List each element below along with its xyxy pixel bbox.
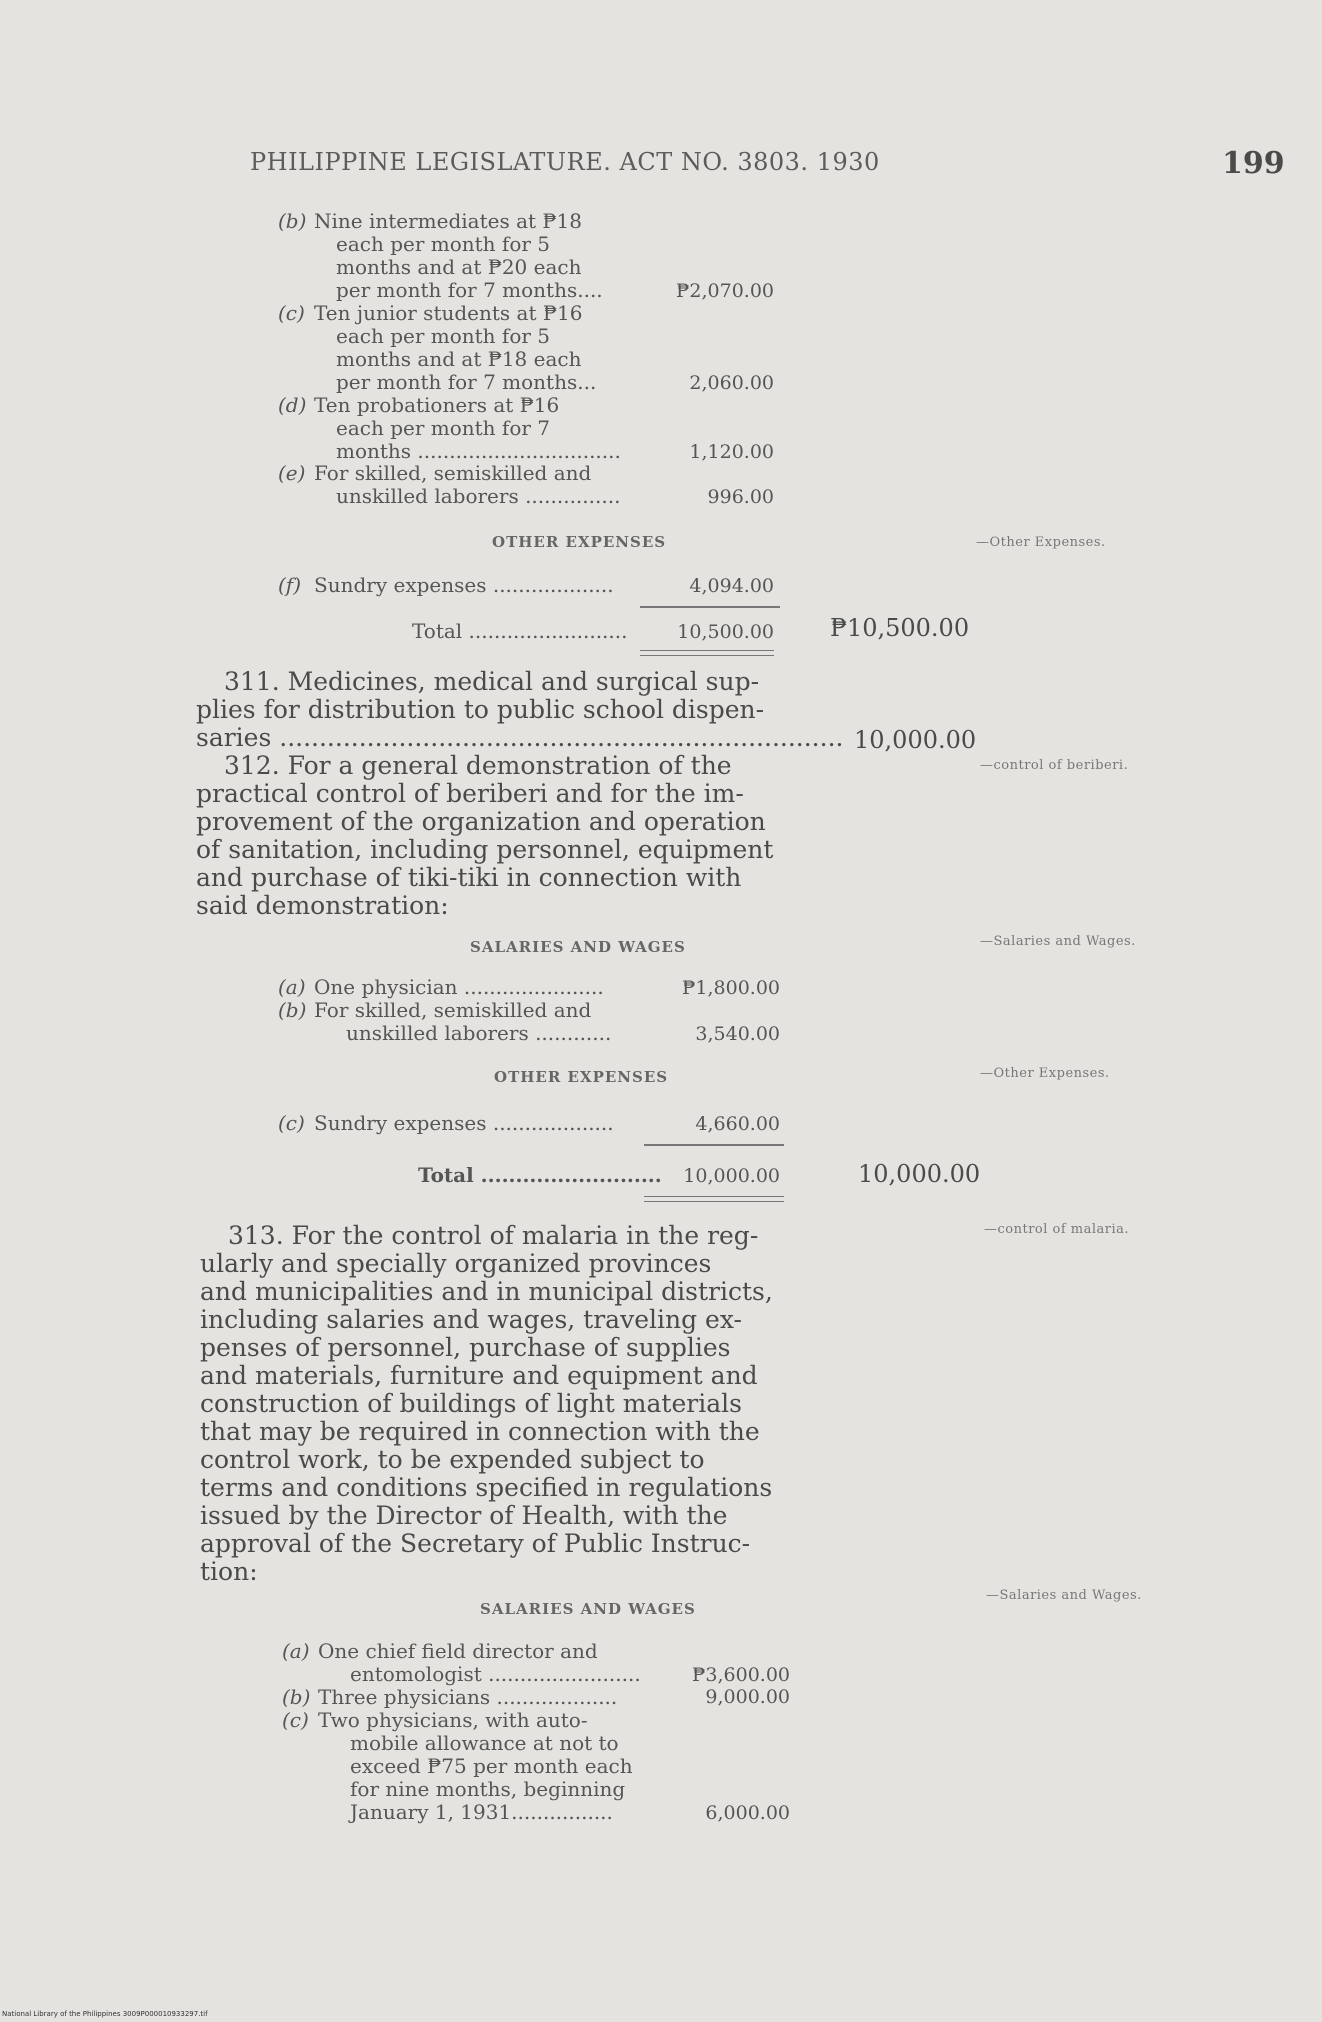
section-313-line: and materials, furniture and equipment and	[200, 1361, 758, 1390]
double-rule	[640, 650, 774, 656]
margin-note: —Salaries and Wages.	[986, 1588, 1142, 1603]
item-313-c: (c) Two physicians, with auto-	[282, 1708, 588, 1732]
grand-total: ₱10,500.00	[830, 614, 970, 642]
item-312-b: (b) For skilled, semiskilled and	[278, 998, 592, 1022]
item-line: per month for 7 months....	[336, 278, 603, 302]
section-heading: SALARIES AND WAGES	[470, 938, 686, 956]
item-amount: 2,060.00	[689, 372, 774, 394]
item-line: per month for 7 months...	[336, 370, 597, 394]
item-313-b: (b) Three physicians ...................	[282, 1685, 618, 1709]
section-313-line: terms and conditions specified in regulations	[200, 1473, 773, 1502]
section-313-line: issued by the Director of Health, with the	[200, 1501, 728, 1530]
margin-note: —Other Expenses.	[980, 1066, 1110, 1081]
section-312-line: said demonstration:	[196, 891, 449, 920]
scan-footer: National Library of the Philippines 3009P000010933297.tif	[2, 2010, 208, 2018]
margin-note: —Other Expenses.	[976, 535, 1106, 550]
section-311-amount: 10,000.00	[854, 726, 977, 754]
item-amount: 996.00	[707, 486, 774, 508]
item-312-a: (a) One physician ......................	[278, 975, 604, 999]
item-line: entomologist ........................	[350, 1662, 641, 1686]
section-heading: OTHER EXPENSES	[494, 1068, 669, 1086]
item-label: (b)	[278, 209, 307, 233]
section-heading: SALARIES AND WAGES	[480, 1600, 696, 1618]
item-line: months and at ₱20 each	[336, 255, 582, 279]
item-line: unskilled laborers ...............	[336, 484, 621, 508]
section-313-line: control work, to be expended subject to	[200, 1445, 705, 1474]
total-amount: 10,500.00	[677, 621, 774, 643]
item-amount: ₱1,800.00	[681, 977, 780, 999]
item-amount: 3,540.00	[695, 1023, 780, 1045]
section-311-line: saries .......................................................................	[196, 723, 844, 752]
grand-total: 10,000.00	[858, 1160, 981, 1188]
item-amount: 1,120.00	[689, 441, 774, 463]
section-312-line: of sanitation, including personnel, equipment	[196, 835, 774, 864]
sum-rule	[644, 1144, 784, 1146]
item-line: each per month for 7	[336, 416, 551, 440]
item-312-c: (c) Sundry expenses ...................	[278, 1111, 614, 1135]
total-label: Total .........................	[412, 619, 628, 643]
section-313-line: approval of the Secretary of Public Instruc-	[200, 1529, 751, 1558]
item-amount: 9,000.00	[705, 1686, 790, 1708]
section-313-line: including salaries and wages, traveling ex-	[200, 1305, 742, 1334]
section-313-line: construction of buildings of light materials	[200, 1389, 742, 1418]
item-310-b: (b) Nine intermediates at ₱18	[278, 209, 582, 233]
total-amount: 10,000.00	[683, 1165, 780, 1187]
item-line: months and at ₱18 each	[336, 347, 582, 371]
item-line: exceed ₱75 per month each	[350, 1754, 633, 1778]
item-amount: 4,094.00	[689, 575, 774, 597]
item-amount: ₱3,600.00	[691, 1664, 790, 1686]
item-310-f: (f) Sundry expenses ...................	[278, 573, 614, 597]
section-312-line: and purchase of tiki-tiki in connection with	[196, 863, 742, 892]
section-312-line: provement of the organization and operation	[196, 807, 766, 836]
item-310-d: (d) Ten probationers at ₱16	[278, 393, 560, 417]
item-310-e: (e) For skilled, semiskilled and	[278, 461, 592, 485]
total-label: Total ..........................	[418, 1163, 662, 1187]
section-313-line: penses of personnel, purchase of supplies	[200, 1333, 731, 1362]
sum-rule	[640, 606, 780, 608]
item-line: January 1, 1931................	[350, 1800, 613, 1824]
margin-note: —control of malaria.	[984, 1222, 1130, 1237]
double-rule	[644, 1196, 784, 1202]
item-amount: 4,660.00	[695, 1113, 780, 1135]
section-313-line: tion:	[200, 1557, 258, 1586]
item-line: months ................................	[336, 439, 621, 463]
section-312-line: practical control of beriberi and for the im-	[196, 779, 744, 808]
item-line: for nine months, beginning	[350, 1777, 626, 1801]
item-310-c: (c) Ten junior students at ₱16	[278, 301, 583, 325]
margin-note: —control of beriberi.	[980, 758, 1129, 773]
margin-note: —Salaries and Wages.	[980, 934, 1136, 949]
item-313-a: (a) One chief field director and	[282, 1639, 598, 1663]
section-313-line: and municipalities and in municipal districts,	[200, 1277, 773, 1306]
running-head: PHILIPPINE LEGISLATURE. ACT NO. 3803. 1930	[250, 148, 880, 176]
section-312-line: 312. For a general demonstration of the	[224, 751, 732, 780]
section-311-line: 311. Medicines, medical and surgical sup-	[224, 667, 760, 696]
section-313-line: 313. For the control of malaria in the reg-	[228, 1221, 759, 1250]
item-line: mobile allowance at not to	[350, 1731, 619, 1755]
section-311-line: plies for distribution to public school dispen-	[196, 695, 765, 724]
section-313-line: ularly and specially organized provinces	[200, 1249, 712, 1278]
page-number: 199	[1222, 146, 1285, 181]
item-line: each per month for 5	[336, 324, 551, 348]
item-amount: 6,000.00	[705, 1802, 790, 1824]
item-line: each per month for 5	[336, 232, 551, 256]
item-line: unskilled laborers ............	[346, 1021, 612, 1045]
section-heading: OTHER EXPENSES	[492, 533, 667, 551]
section-313-line: that may be required in connection with the	[200, 1417, 760, 1446]
item-amount: ₱2,070.00	[675, 280, 774, 302]
